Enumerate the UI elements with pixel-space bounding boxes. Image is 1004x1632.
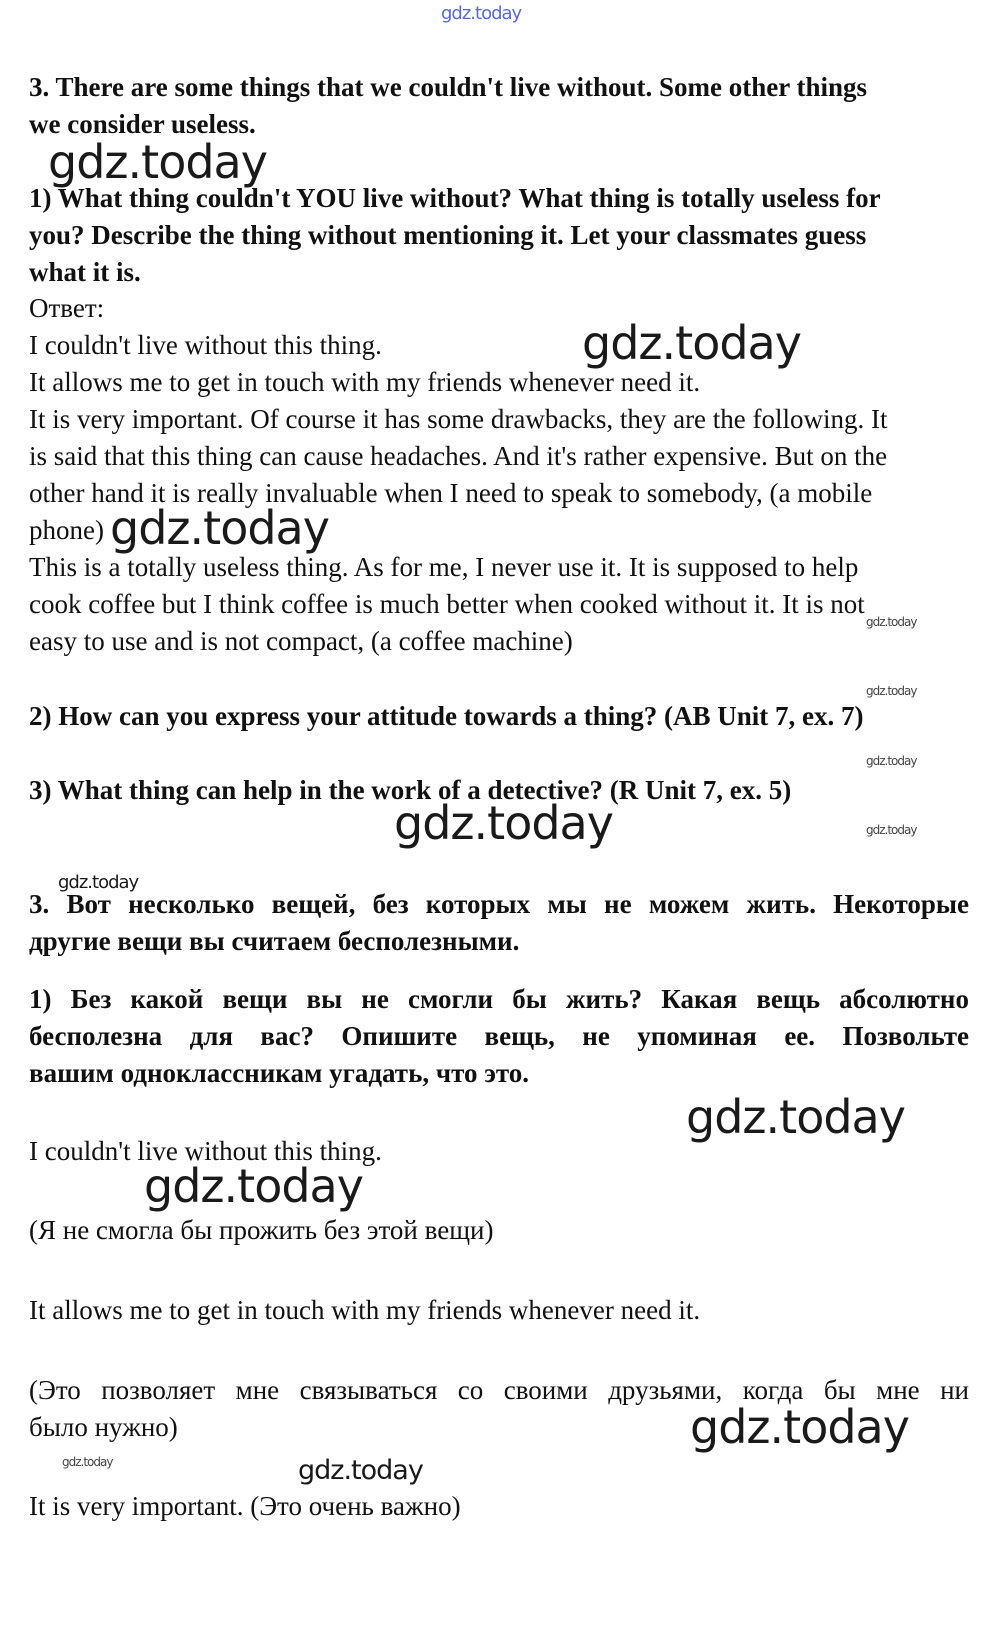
answer-text: It allows me to get in touch with my friends whenever need it.	[29, 367, 701, 397]
watermark: gdz.today	[866, 615, 917, 629]
question-1-ru: 1) Без какой вещи вы не смогли бы жить? Какая вещь абсолютно	[29, 984, 969, 1014]
question-1: you? Describe the thing without mentioning it. Let your classmates guess	[29, 220, 867, 250]
watermark-top: gdz.today	[441, 3, 522, 24]
exercise-heading-ru: другие вещи вы считаем бесполезными.	[29, 926, 520, 956]
translation-en: It allows me to get in touch with my friends whenever need it.	[29, 1295, 701, 1325]
question-1: 1) What thing couldn't YOU live without? What thing is totally useless for	[29, 183, 881, 213]
answer-text: other hand it is really invaluable when I need to speak to somebody, (a mobile	[29, 478, 873, 508]
question-1: what it is.	[29, 257, 141, 287]
exercise-heading: 3. There are some things that we couldn't live without. Some other things	[29, 72, 868, 102]
answer-text: cook coffee but I think coffee is much better when cooked without it. It is not	[29, 589, 865, 619]
watermark: gdz.today	[866, 754, 917, 768]
watermark: gdz.today	[866, 823, 917, 837]
watermark: gdz.today	[686, 1090, 905, 1144]
answer-text: is said that this thing can cause headaches. And it's rather expensive. But on the	[29, 441, 888, 471]
watermark: gdz.today	[58, 872, 139, 893]
watermark: gdz.today	[394, 796, 613, 850]
watermark: gdz.today	[144, 1159, 363, 1213]
translation-ru: (Это позволяет мне связываться со своими друзьями, когда бы мне ни	[29, 1375, 969, 1405]
question-2: 2) How can you express your attitude towards a thing? (AB Unit 7, ex. 7)	[29, 701, 864, 731]
watermark: gdz.today	[110, 501, 329, 555]
watermark: gdz.today	[690, 1400, 909, 1454]
translation-ru: было нужно)	[29, 1412, 178, 1442]
watermark: gdz.today	[298, 1455, 423, 1486]
answer-text: phone)	[29, 515, 104, 545]
watermark: gdz.today	[62, 1455, 113, 1469]
question-1-ru: вашим одноклассникам угадать, что это.	[29, 1058, 530, 1088]
watermark: gdz.today	[48, 135, 267, 189]
translation-en-ru: It is very important. (Это очень важно)	[29, 1491, 461, 1521]
watermark: gdz.today	[866, 684, 917, 698]
translation-ru: (Я не смогла бы прожить без этой вещи)	[29, 1215, 494, 1245]
answer-label: Ответ:	[29, 293, 105, 323]
answer-text: It is very important. Of course it has some drawbacks, they are the following. It	[29, 404, 888, 434]
question-1-ru: бесполезна для вас? Опишите вещь, не упоминая ее. Позвольте	[29, 1021, 969, 1051]
answer-text: easy to use and is not compact, (a coffee machine)	[29, 626, 573, 656]
question-3: 3) What thing can help in the work of a detective? (R Unit 7, ex. 5)	[29, 775, 792, 805]
exercise-heading: we consider useless.	[29, 109, 256, 139]
exercise-heading-ru: 3. Вот несколько вещей, без которых мы не можем жить. Некоторые	[29, 889, 969, 919]
answer-text: This is a totally useless thing. As for me, I never use it. It is supposed to help	[29, 552, 859, 582]
translation-en: I couldn't live without this thing.	[29, 1136, 382, 1166]
answer-text: I couldn't live without this thing.	[29, 330, 382, 360]
watermark: gdz.today	[582, 316, 801, 370]
